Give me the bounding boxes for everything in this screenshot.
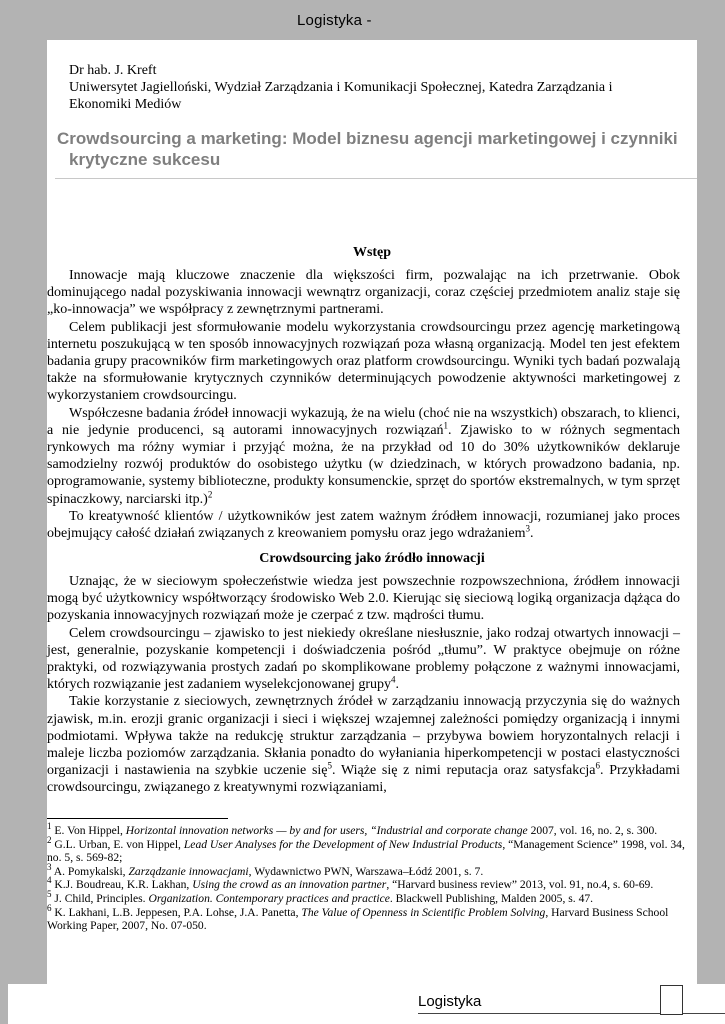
footnote	[47, 834, 687, 865]
footnote-work-title: Horizontal innovation networks — by and for users, “Industrial and corporate change	[125, 824, 528, 837]
intro-body	[47, 267, 680, 542]
document-page	[47, 40, 697, 984]
paragraph-text: Uznając, że w sieciowym społeczeństwie wiedza jest powszechnie rozpowszechniona, źródłem innowacji mogą być użytkownicy współtworzący środowisko Web 2.0. Kierując się sieciową logiką organizacja dążąca do pozyskania innowacyjnych rozwiązań może je czerpać z tzw. mądrości tłumu.	[47, 574, 680, 624]
footnote-text: K.J. Boudreau, K.R. Lakhan,	[51, 878, 193, 892]
paragraph-text: To kreatywność klientów / użytkowników jest zatem ważnym źródłem innowacji, rozumianej jako proces obejmujący całość działań związanych z kreowaniem pomysłu oraz jego wdrażaniem	[47, 508, 680, 542]
footnote-text: A. Pomykalski,	[51, 864, 129, 878]
author-name: Dr hab. J. Kreft	[69, 63, 157, 78]
footnote-text: K. Lakhani, L.B. Jeppesen, P.A. Lohse, J.A. Panetta,	[51, 905, 302, 919]
paragraph	[47, 693, 680, 796]
paragraph-text: . Zjawisko to w różnych segmentach rynkowych ma różny wymiar i przyjąć można, że na przykład od 10 do 30% użytkowników deklaruje samodzielny rozwój produktów do osobistego użytku (w dziedzinach, w których prowadzono badania, np. oprogramowanie, systemy biblioteczne, produkty konsumenckie, sprzęt do sportów ekstremalnych, w tym sprzęt spinaczkowy, narciarski itp.)	[47, 422, 681, 507]
paragraph-text: Innowacje mają kluczowe znaczenie dla większości firm, pozwalając na ich przetrwanie. Obok dominującego nadal pozyskiwania innowacji wewnątrz organizacji, coraz częściej przedmiotem analiz staje się „ko-innowacja” we współpracy z zewnętrznymi partnerami.	[47, 268, 680, 318]
footnote	[47, 902, 687, 933]
footer-left-strip	[0, 984, 8, 1024]
footnote-work-title: Lead User Analyses for the Development of New Industrial Products	[183, 837, 503, 851]
paragraph	[47, 267, 680, 319]
crowdsourcing-body	[47, 573, 680, 797]
footnote-number: 4	[47, 875, 52, 886]
paragraph	[47, 625, 680, 694]
footnote-work-title: The Value of Openness in Scientific Problem Solving	[301, 905, 546, 919]
running-footer-title: Logistyka	[418, 993, 482, 1010]
footnote-work-title: Zarządzanie innowacjami	[128, 864, 249, 878]
left-margin-strip	[0, 40, 8, 984]
paper-title: Crowdsourcing a marketing: Model biznesu agencji marketingowej i czynniki krytyczne sukcesu	[57, 129, 678, 169]
title-divider	[55, 178, 697, 179]
footnote-text: . Blackwell Publishing, Malden 2005, s. 47.	[389, 891, 594, 905]
section-heading-intro: Wstęp	[352, 245, 392, 260]
paragraph-text: .	[395, 677, 400, 693]
footnote	[47, 875, 687, 892]
footnote-text: , “Harvard business review” 2013, vol. 91, no.4, s. 60-69.	[386, 878, 654, 892]
footnote-ref: 5	[327, 760, 333, 771]
footnote-text: 2007, vol. 16, no. 2, s. 300.	[527, 824, 658, 837]
footnote-work-title: Using the crowd as an innovation partner	[192, 878, 387, 892]
footnote-work-title: Organization. Contemporary practices and practice	[148, 891, 390, 905]
footnote-number: 5	[47, 889, 52, 900]
paragraph	[47, 508, 680, 542]
footnote-ref: 1	[443, 420, 449, 431]
footnote-number: 3	[47, 861, 52, 872]
footnote-number: 6	[47, 902, 52, 913]
footnote-text: G.L. Urban, E. von Hippel,	[51, 837, 184, 851]
page-number-box	[660, 985, 683, 1015]
paragraph-text: .	[530, 526, 534, 542]
paragraph	[47, 405, 680, 508]
footnote-separator	[47, 818, 228, 819]
footnote-ref: 6	[595, 760, 601, 771]
paragraph-text: Celem publikacji jest sformułowanie modelu wykorzystania crowdsourcingu przez agencję marketingową internetu poszukującą w ten sposób innowacyjnych rozwiązań poza własną organizacją. Model ten jest efektem badania grupy pracowników firm marketingowych oraz platform crowdsourcingu. Wyniki tych badań pozwalają także na sformułowanie krytycznych czynników determinujących powodzenie aktywności marketingowej z wykorzystaniem crowdsourcingu.	[47, 319, 680, 404]
footnote-number: 1	[47, 821, 52, 832]
footnote-ref: 2	[207, 488, 213, 499]
section-heading-crowdsourcing: Crowdsourcing jako źródło innowacji	[259, 551, 485, 566]
paragraph-text: . Przykładami crowdsourcingu, związanego z kreatywnymi rozwiązaniami,	[47, 763, 680, 796]
running-header-title: Logistyka -	[297, 12, 372, 29]
footnotes	[47, 821, 687, 933]
footnote-text: J. Child, Principles.	[51, 891, 149, 905]
footnote-text: , Harvard Business School Working Paper, 2007, No. 07-050.	[47, 905, 669, 933]
footer-band	[0, 984, 725, 1024]
footnote-number: 2	[47, 834, 52, 845]
footnote	[47, 889, 687, 906]
paragraph-text: . Wiąże się z nimi reputacja oraz satysfakcja	[332, 763, 596, 779]
footnote-text: , “Management Science” 1998, vol. 34, no. 5, s. 569-82;	[47, 837, 685, 865]
footnote-text: E. Von Hippel,	[51, 824, 126, 837]
paragraph-text: Celem crowdsourcingu – zjawisko to jest niekiedy określane niesłusznie, jako rodzaj otwartych innowacji – jest, generalnie, pozyskanie kompetencji i doświadczenia pośród „tłumu”. W praktyce obejmuje on różne praktyki, od rozwiązywania prostych zadań po skomplikowane problemy połączone z ważnymi innowacjami, których rozwiązanie jest zadaniem wyselekcjonowanej grupy	[47, 625, 680, 693]
paragraph-text: Takie korzystanie z sieciowych, zewnętrznych źródeł w zarządzaniu innowacją przyczynia się do ważnych zjawisk, m.in. erozji granic organizacji i sieci i większej wzajemnej zależności pomiędzy organizacją i innymi podmiotami. Wpływa także na redukcję struktur zarządzania – przybywa bowiem horyzontalnych relacji i maleje liczba poziomów zarządzania. Skłania ponadto do wyłaniania hiperkompetencji w postaci elastyczności organizacji i nastawienia na szybkie uczenie się	[47, 694, 680, 779]
footnote-ref: 4	[391, 674, 396, 685]
paragraph	[47, 319, 680, 405]
header-band	[0, 0, 725, 40]
footnote	[47, 821, 687, 838]
author-affiliation: Uniwersytet Jagielloński, Wydział Zarządzania i Komunikacji Społecznej, Katedra Zarządzania i Ekonomiki Mediów	[69, 80, 613, 112]
footnote	[47, 861, 687, 879]
paragraph	[47, 573, 680, 625]
footnote-ref: 3	[525, 523, 531, 534]
footnote-text: , Wydawnictwo PWN, Warszawa–Łódź 2001, s. 7.	[248, 864, 484, 878]
paragraph-text: Współczesne badania źródeł innowacji wykazują, że na wielu (choć nie na wszystkich) obszarach, to klienci, a nie jedynie producenci, są autorami innowacyjnych rozwiązań	[47, 405, 680, 438]
